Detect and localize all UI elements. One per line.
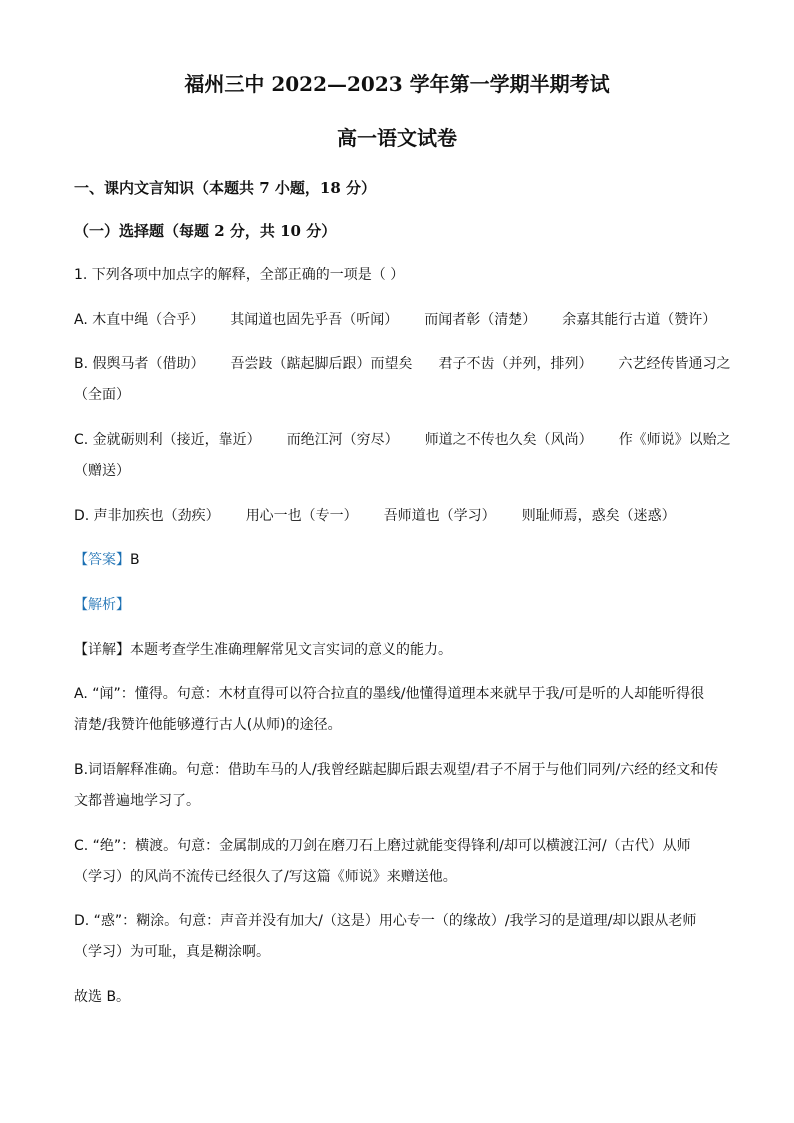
option-d-part: 则耻师焉，惑矣（迷惑）	[521, 508, 676, 524]
explanation-c-line2: （学习）的风尚不流传已经很久了/写这篇《师说》来赠送他。	[74, 869, 457, 885]
explanation-b-line1: B.词语解释准确。句意：借助车马的人/我曾经踮起脚后跟去观望/君子不屑于与他们同列/六经的经文和传	[74, 762, 719, 778]
option-c-part: 师道之不传也久矣（风尚）	[424, 432, 593, 448]
option-d-part: D. 声非加疾也（劲疾）	[74, 508, 220, 524]
option-b-part: B. 假舆马者（借助）	[74, 356, 205, 372]
exam-subtitle: 高一语文试卷	[337, 126, 457, 150]
subsection-heading: （一）选择题（每题 2 分，共 10 分）	[74, 222, 337, 240]
explanation-a-line2: 清楚/我赞许他能够遵行古人(从师)的途径。	[74, 717, 342, 733]
option-c-part: C. 金就砺则利（接近，靠近）	[74, 432, 261, 448]
option-b-part: 六艺经传皆通习之	[618, 356, 731, 372]
detail-intro-text: 本题考查学生准确理解常见文言实词的意义的能力。	[130, 642, 452, 658]
analysis-line	[74, 595, 130, 615]
option-d	[74, 506, 702, 526]
option-a-part: 余嘉其能行古道（赞许）	[562, 312, 717, 328]
option-d-part: 吾师道也（学习）	[383, 508, 496, 524]
option-d-part: 用心一也（专一）	[245, 508, 358, 524]
conclusion: 故选 B。	[74, 989, 131, 1005]
exam-title: 福州三中 2022—2023 学年第一学期半期考试	[184, 72, 610, 96]
explanation-b-line2: 文都普遍地学习了。	[74, 793, 200, 809]
answer-tag: 【答案】	[74, 552, 130, 568]
option-c	[74, 430, 731, 450]
option-b-part: 吾尝跂（踮起脚后跟）而望矣	[230, 356, 413, 372]
detail-tag: 【详解】	[74, 642, 130, 658]
option-b-part: 君子不齿（并列，排列）	[438, 356, 593, 372]
option-b	[74, 354, 731, 374]
question-stem: 1. 下列各项中加点字的解释，全部正确的一项是（ ）	[74, 267, 405, 283]
explanation-c-line1: C. “绝”：横渡。句意：金属制成的刀剑在磨刀石上磨过就能变得锋利/却可以横渡江河/（古代）从师	[74, 838, 691, 854]
answer-line	[74, 550, 140, 570]
option-a-part: A. 木直中绳（合乎）	[74, 312, 205, 328]
explanation-d-line1: D. “惑”：糊涂。句意：声音并没有加大/（这是）用心专一（的缘故）/我学习的是道理/却以跟从老师	[74, 913, 697, 929]
answer-value: B	[130, 552, 140, 568]
explanation-d-line2: （学习）为可耻，真是糊涂啊。	[74, 944, 270, 960]
option-b-continuation: （全面）	[74, 387, 130, 403]
option-a-part: 而闻者彰（清楚）	[424, 312, 537, 328]
option-a-part: 其闻道也固先乎吾（听闻）	[230, 312, 399, 328]
detail-intro	[74, 640, 452, 660]
option-c-part: 而绝江河（穷尽）	[286, 432, 399, 448]
option-a	[74, 310, 742, 330]
option-c-part: 作《师说》以贻之	[618, 432, 731, 448]
explanation-a-line1: A. “闻”：懂得。句意：木材直得可以符合拉直的墨线/他懂得道理本来就早于我/可是听的人却能听得很	[74, 686, 705, 702]
section-heading: 一、课内文言知识（本题共 7 小题，18 分）	[74, 179, 376, 197]
option-c-continuation: （赠送）	[74, 463, 130, 479]
analysis-tag: 【解析】	[74, 597, 130, 613]
